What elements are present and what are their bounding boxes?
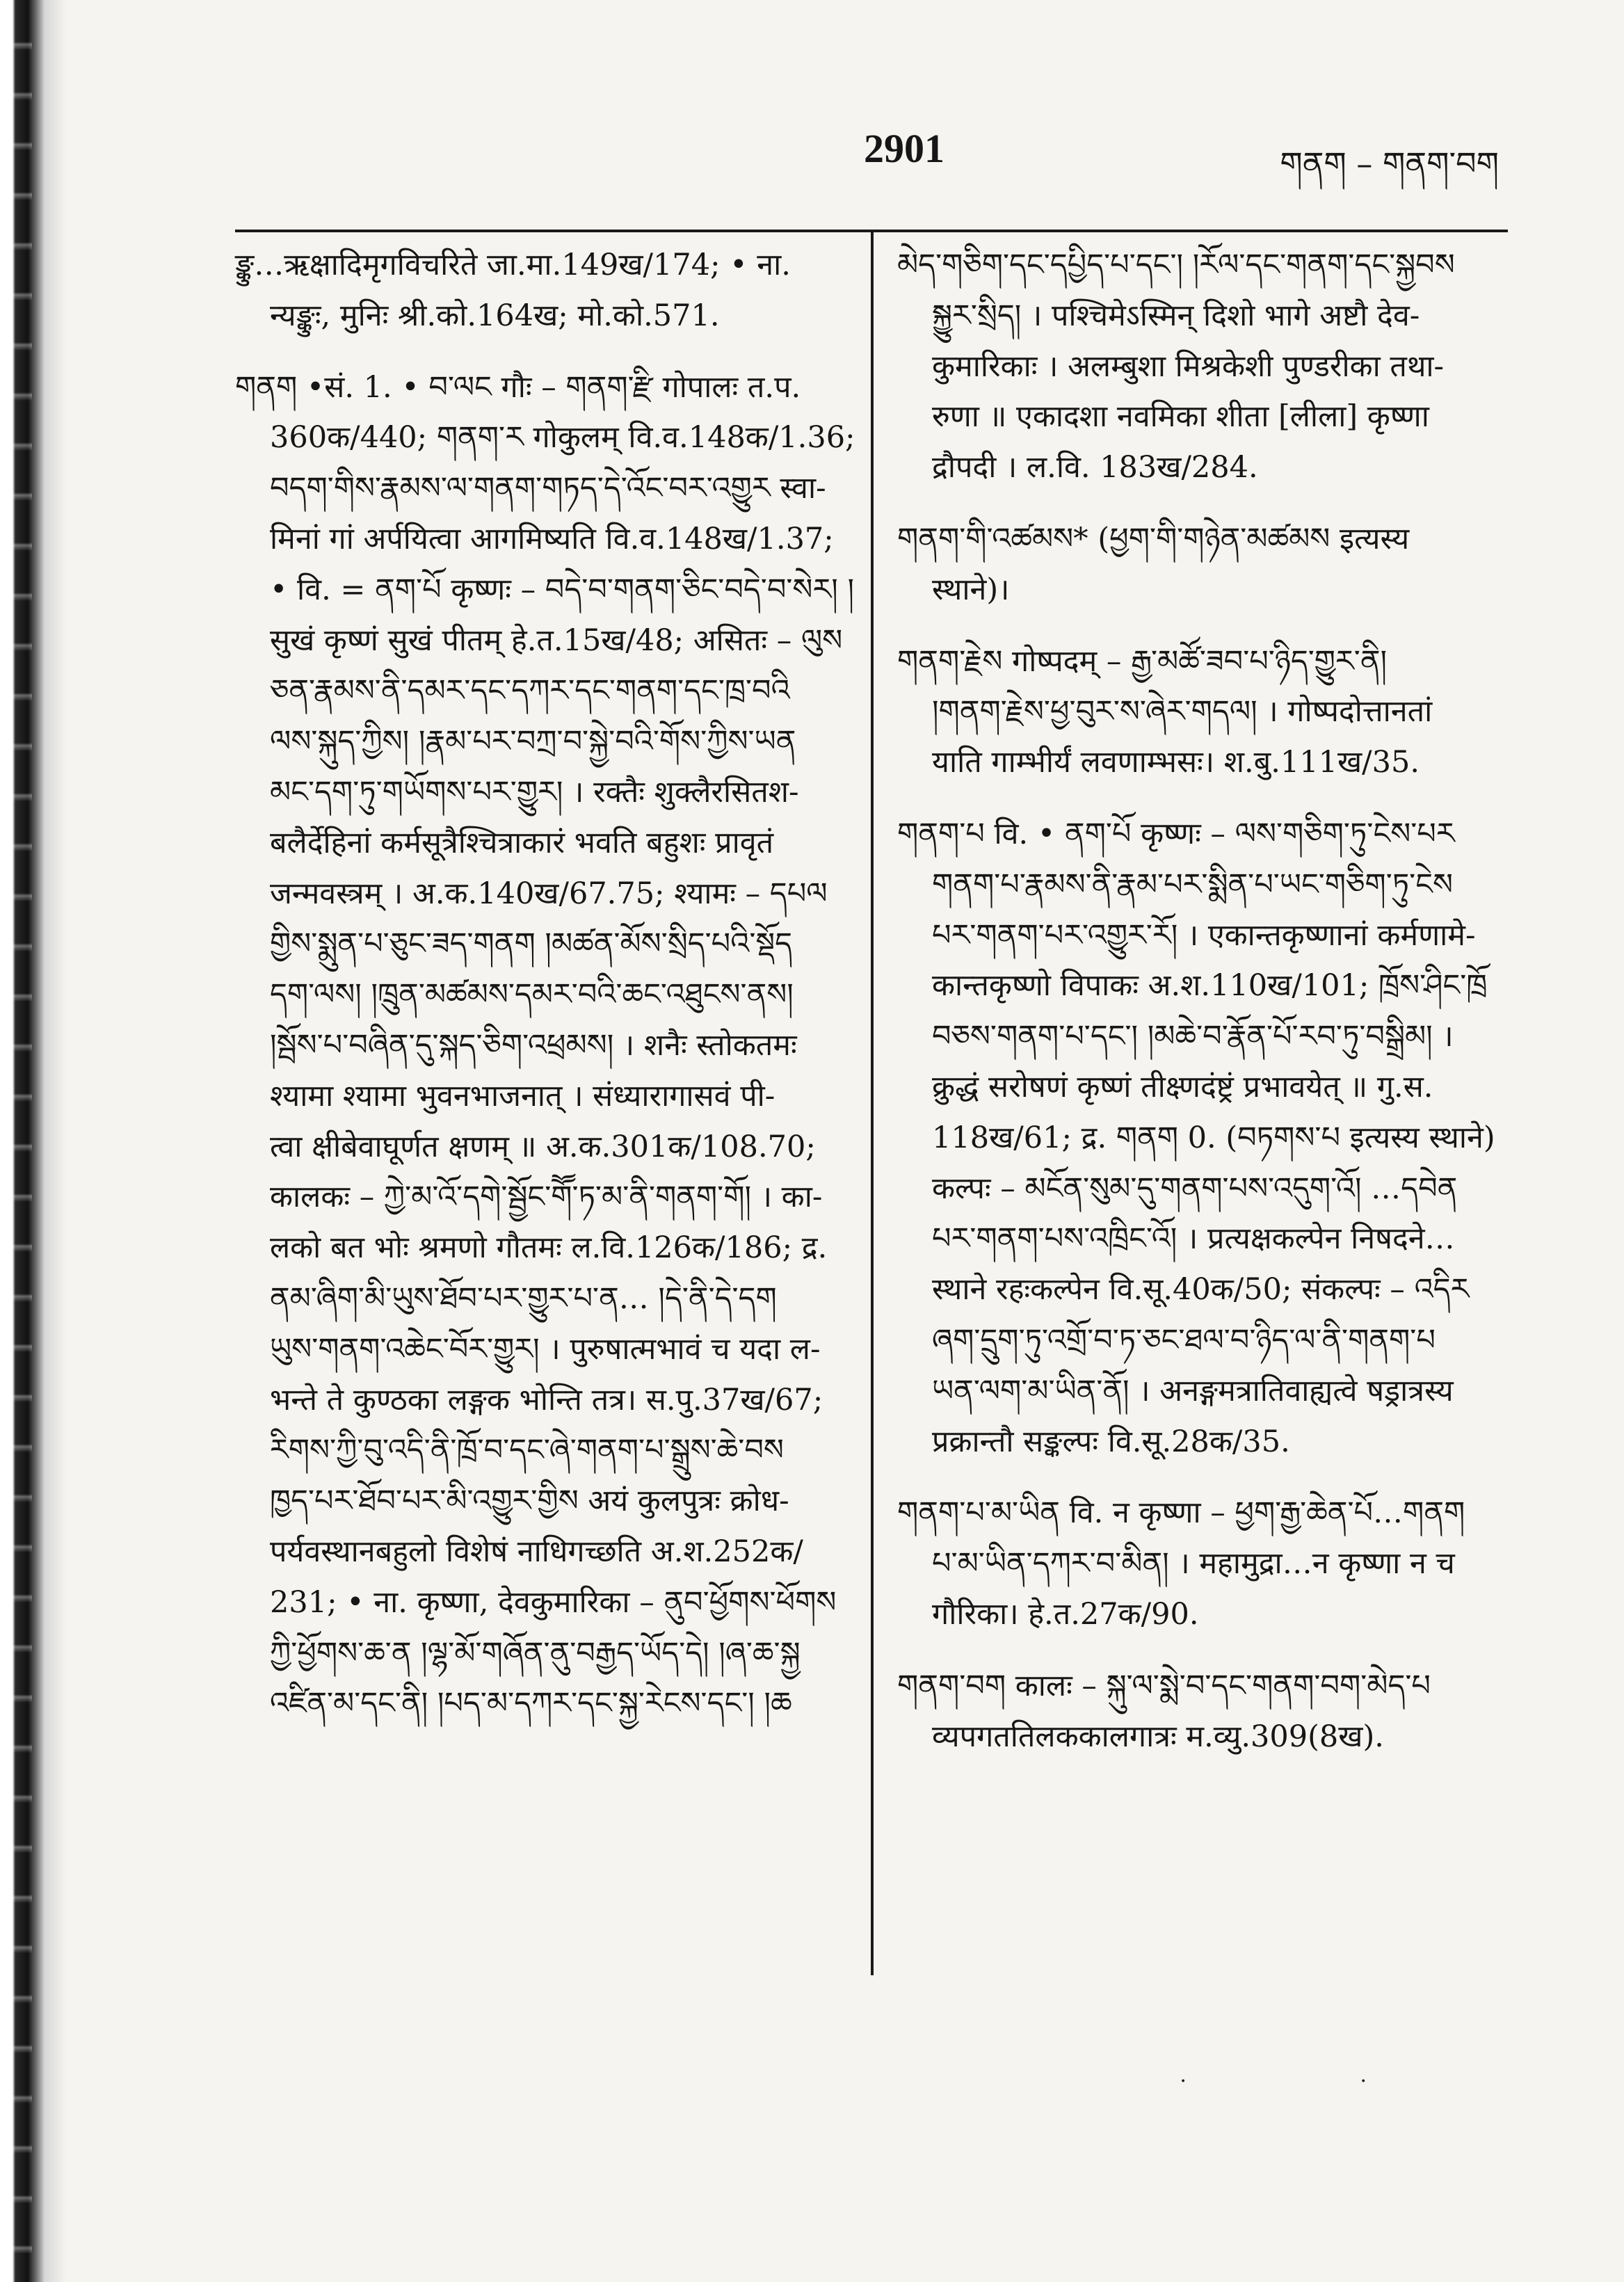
entry-line: གནག་པ वि. • ནག་པོ कृष्णः – ལས་གཅིག་ཏུ་ངེས་པར: [897, 816, 1455, 851]
scan-specks: · ·: [1180, 2069, 1450, 2094]
entry-line: གནག་གི་འཚམས* (ཕྱག་གི་གཉེན་མཚམས इत्यस्य: [897, 521, 1410, 556]
entry-line: ནམ་ཞིག་མི་ཡུས་ཐོབ་པར་གྱུར་པ་ན… །དེ་ནི་དེ་དག: [270, 1280, 777, 1316]
entry-line: गौरिका। हे.त.27क/90.: [932, 1596, 1199, 1632]
entry-line: लको बत भोः श्रमणो गौतमः ल.वि.126क/186; द्र.: [270, 1230, 828, 1266]
entry-line: གནག་རྗེས गोष्पदम् – རྒྱ་མཚོ་ཟབ་པ་ཉིད་གྱུར་ནི།: [897, 643, 1388, 679]
entry-line: व्यपगततिलककालगात्रः म.व्यु.309(8ख).: [932, 1719, 1384, 1754]
running-head: གནག – གནག་བག: [1280, 145, 1499, 182]
entry-line: कुमारिकाः । अलम्बुशा मिश्रकेशी पुण्डरीका तथा-: [932, 348, 1445, 384]
entry-line: ཞག་དྲུག་ཏུ་འགྲོ་བ་ཏ་ཅང་ཐལ་བ་ཉིད་ལ་ནི་གནག་པ: [932, 1322, 1436, 1358]
entry-line: སྐྱུར་སྲིད། । पश्चिमेऽस्मिन् दिशो भागे अष्टौ देव-: [932, 298, 1420, 333]
page-number: 2901: [864, 126, 944, 171]
dictionary-entry: [897, 636, 1509, 788]
dictionary-entry: [235, 240, 858, 342]
entry-line: प्रक्रान्तौ सङ्कल्पः वि.सू.28क/35.: [932, 1424, 1290, 1459]
entry-line: पर्यवस्थानबहुलो विशेषं नाधिगच्छति अ.श.252क/: [270, 1534, 803, 1569]
entry-line: །གནག་རྗེས་ཕྱ་བུར་ས་ཞེར་གདལ། । गोष्पदोत्तानतां: [932, 694, 1433, 730]
column-divider: [871, 230, 874, 1975]
entry-line: གྱིས་སྨུན་པ་ཅུང་ཟད་གནག །མཚན་མོས་སྲིད་པའི་སྡོད: [270, 926, 792, 962]
entry-line: གནག་པ་མ་ཡིན वि. न कृष्णा – ཕྱག་རྒྱ་ཆེན་པོ…གནག: [897, 1495, 1465, 1531]
entry-line: सुखं कृष्णं सुखं पीतम् हे.त.15ख/48; असितः – ལུས: [270, 622, 843, 658]
dictionary-entry: [897, 240, 1509, 493]
entry-line: न्यङ्कुः, मुनिः श्री.को.164ख; मो.को.571.: [270, 298, 720, 333]
entry-line: བདག་གིས་རྣམས་ལ་གནག་གཏད་དེ་འོང་བར་འགྱུར स्वा-: [270, 471, 826, 506]
entry-line: ཡུས་གནག་འཆེང་བོར་གྱུར། । पुरुषात्मभावं च यदा ल-: [270, 1331, 821, 1367]
dictionary-entry: [897, 1661, 1509, 1762]
entry-line: कल्पः – མངོན་སུམ་དུ་གནག་པས་འདུག་འོ། …དབེན: [932, 1171, 1458, 1206]
entry-line: बलैर्देहिनां कर्मसूत्रैश्चित्राकारं भवति बहुशः प्रावृतं: [270, 825, 774, 860]
entry-line: པར་གནག་པས་འཁྲིང་འོ། । प्रत्यक्षकल्पेन निषदने…: [932, 1221, 1455, 1257]
entry-line: །སྦོས་པ་བཞིན་དུ་སྐད་ཅིག་འཕྲམས། । शनैः स्तोकतमः: [270, 1027, 797, 1063]
dictionary-entry: [235, 362, 858, 1730]
entry-line: ཡན་ལག་མ་ཡིན་ནོ། । अनङ्गमत्रातिवाह्यत्वे षड्रात्रस्य: [932, 1373, 1454, 1408]
entry-line: 360क/440; གནག་ར गोकुलम् वि.व.148क/1.36;: [270, 420, 855, 456]
entry-line: གནག •सं. 1. • བ་ལང गौः – གནག་རྫི गोपालः त.प.: [235, 369, 801, 405]
entry-line: གནག་བག कालः – སྐུ་ལ་སྨེ་བ་དང་གནག་བག་མེད་པ: [897, 1668, 1431, 1703]
dictionary-entry: [897, 514, 1509, 616]
dictionary-entry: [897, 809, 1509, 1467]
entry-line: • वि. = ནག་པོ कृष्णः – བདེ་བ་གནག་ཅིང་བདེ་བ་སེར། །: [270, 572, 854, 607]
entry-line: जन्मवस्त्रम् । अ.क.140ख/67.75; श्यामः – དཔལ: [270, 876, 828, 911]
entry-line: ཅན་རྣམས་ནི་དམར་དང་དཀར་དང་གནག་དང་ཁྲ་བའི: [270, 673, 790, 709]
entry-line: ཀྱི་ཕྱོགས་ཆ་ན །ལྷ་མོ་གཞོན་ནུ་བརྒྱད་ཡོད་དེ། །ཞ་ཆ་སྐྱ: [270, 1635, 801, 1671]
entry-line: कालकः – ཀྱེ་མ་འོ་དགེ་སྦྱོང་གཽ་ཏ་མ་ནི་གནག་གོ། । का-: [270, 1180, 823, 1215]
scan-binding-edge: [0, 0, 66, 2282]
entry-line: ལས་སྐུད་ཀྱིས། །རྣམ་པར་བཀྲ་བ་སྐྱེ་བའི་གོས་ཀྱིས་ཡན: [270, 724, 796, 760]
entry-line: འཛིན་མ་དང་ནི། །པད་མ་དཀར་དང་སྐྱ་རེངས་དང་། །ཆ: [270, 1686, 792, 1721]
entry-line: གནག་པ་རྣམས་ནི་རྣམ་པར་སྨིན་པ་ཡང་གཅིག་ཏུ་ངེས: [932, 867, 1454, 902]
entry-line: ཁྱད་པར་ཐོབ་པར་མི་འགྱུར་གྱིས अयं कुलपुत्रः क्रोध-: [270, 1484, 789, 1519]
entry-line: མང་དག་ཏུ་གཡོགས་པར་གྱུར། । रक्तैः शुक्लैरसितश-: [270, 774, 799, 810]
entry-line: པར་གནག་པར་འགྱུར་རོ། । एकान्तकृष्णानां कर्मणामे-: [932, 917, 1476, 953]
entry-line: स्थाने रहःकल्पेन वि.सू.40क/50; संकल्पः – འདིར: [932, 1272, 1470, 1308]
entry-line: कान्तकृष्णो विपाकः अ.श.110ख/101; ཁྲོས་ཤིང་ཁྲོ: [932, 968, 1488, 1004]
entry-line: भन्ते ते कुण्ठका लङ्गक भोन्ति तत्र। स.पु.37ख/67;: [270, 1382, 823, 1417]
entry-line: क्रुद्धं सरोषणं कृष्णं तीक्ष्णदंष्ट्रं प्रभावयेत् ॥ गु.स.: [932, 1069, 1433, 1104]
entry-line: द्रौपदी । ल.वि. 183ख/284.: [932, 450, 1258, 485]
entry-line: 231; • ना. कृष्णा, देवकुमारिका – ནུབ་ཕྱོགས་ཕོགས: [270, 1584, 837, 1620]
entry-line: ङ्कु…ऋक्षादिमृगविचरिते जा.मा.149ख/174; • ना.: [235, 248, 791, 282]
entry-line: དག་ལས། །ཁྲུན་མཚམས་དམར་བའི་ཆང་འཐུངས་ནས།: [270, 977, 794, 1013]
entry-line: रुणा ॥ एकादशा नवमिका शीता [लीला] कृष्णा: [932, 399, 1429, 435]
entry-line: स्थाने)।: [932, 572, 1010, 607]
entry-line: त्वा क्षीबेवाघूर्णत क्षणम् ॥ अ.क.301क/108.70;: [270, 1129, 816, 1164]
entry-line: བཅས་གནག་པ་དང་། །མཆེ་བ་རྣོན་པོ་རབ་ཏུ་བསྒྲིམ། ।: [932, 1019, 1454, 1054]
entry-line: श्यामा श्यामा भुवनभाजनात् । संध्यारागासवं पी-: [270, 1078, 775, 1114]
entry-line: པ་མ་ཡིན་དཀར་བ་མིན། । महामुद्रा…न कृष्णा न च: [932, 1546, 1455, 1582]
entry-line: རིགས་ཀྱི་བུ་འདི་ནི་ཁྲོ་བ་དང་ཞེ་གནག་པ་སྒྲུས་ཆེ་བས: [270, 1433, 784, 1468]
entry-line: མེད་གཅིག་དང་དཔྱིད་པ་དང་། །རོལ་དང་གནག་དང་སྐྱབས: [897, 248, 1455, 282]
entry-line: 118ख/61; द्र. གནག 0. (བཏགས་པ इत्यस्य स्थाने): [932, 1120, 1495, 1155]
dictionary-entry: [897, 1488, 1509, 1639]
entry-line: याति गाम्भीर्यं लवणाम्भसः। श.बु.111ख/35.: [932, 745, 1420, 780]
entry-line: मिनां गां अर्पयित्वा आगमिष्यति वि.व.148ख/1.37;: [270, 521, 834, 556]
right-column: [897, 240, 1509, 1762]
left-column: [235, 240, 858, 1729]
